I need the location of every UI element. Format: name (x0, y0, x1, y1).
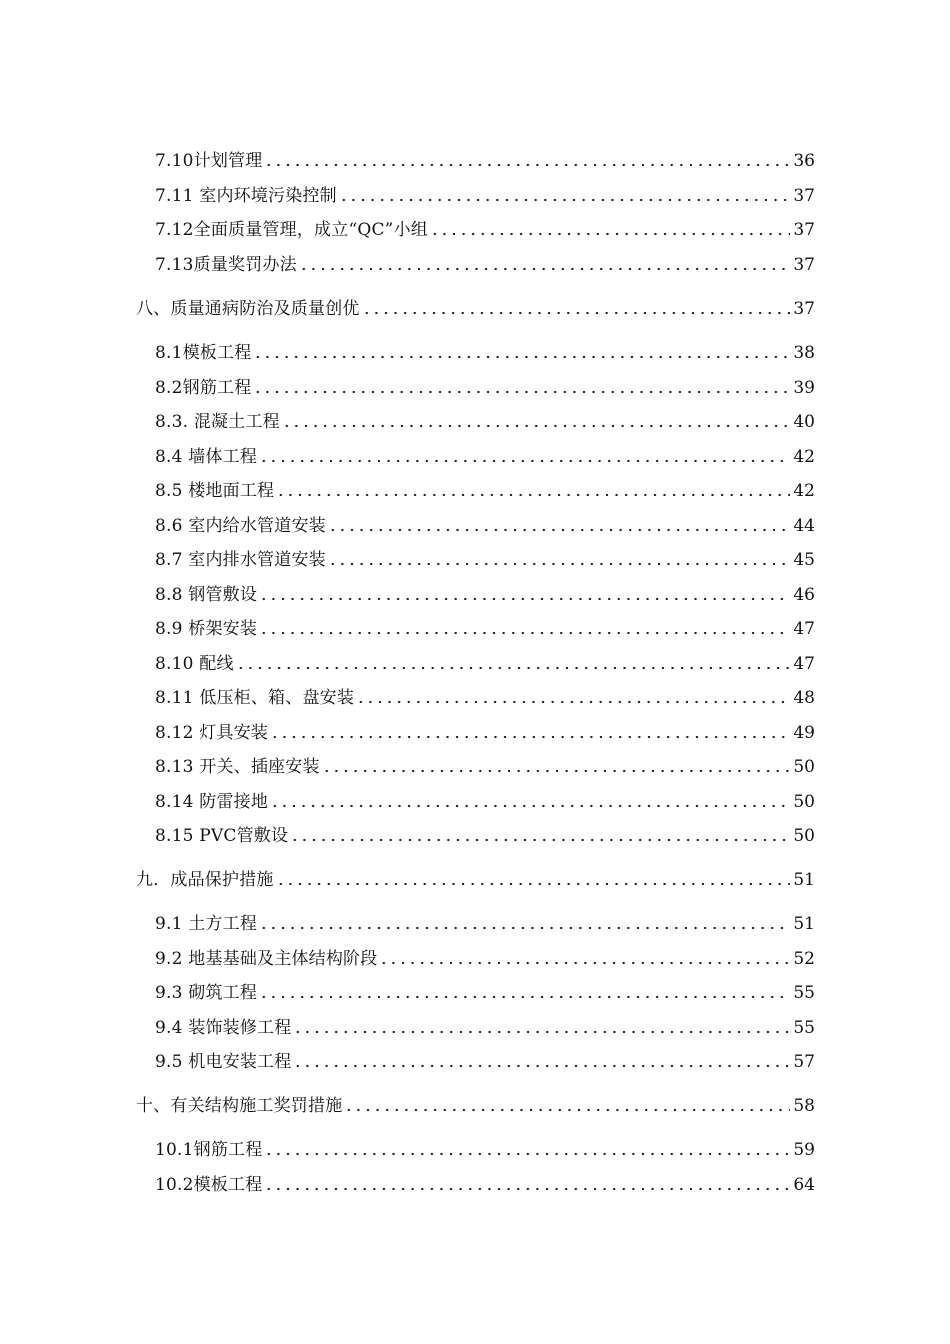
toc-entry-title: 八、质量通病防治及质量创优 (136, 299, 360, 319)
toc-entry-title: 10.2模板工程 (155, 1175, 263, 1195)
toc-entry-title: 9.3 砌筑工程 (155, 983, 258, 1003)
toc-dot-leader (356, 700, 790, 704)
toc-chapter-entry[interactable] (136, 867, 815, 891)
toc-chapter-entry[interactable] (136, 1093, 815, 1117)
toc-section-entry[interactable] (155, 1137, 815, 1161)
toc-entry-title: 9.5 机电安装工程 (155, 1052, 292, 1072)
toc-page-number: 36 (793, 151, 815, 171)
toc-entry-title: 8.12 灯具安装 (155, 723, 269, 743)
toc-page-number: 42 (793, 481, 815, 501)
toc-entry-title: 8.8 钢管敷设 (155, 585, 258, 605)
toc-entry-title: 7.11 室内环境污染控制 (155, 186, 337, 206)
toc-page-number: 44 (793, 516, 815, 536)
toc-page-number: 50 (793, 757, 815, 777)
toc-entry-title: 8.11 低压柜、箱、盘安装 (155, 688, 355, 708)
toc-page-number: 37 (793, 220, 815, 240)
toc-entry-title: 九．成品保护措施 (136, 870, 274, 890)
toc-dot-leader (276, 493, 790, 497)
toc-entry-title: 8.14 防雷接地 (155, 792, 269, 812)
toc-section-entry[interactable] (155, 1172, 815, 1196)
toc-page-number: 49 (793, 723, 815, 743)
toc-section-entry[interactable] (155, 217, 815, 241)
toc-page-number: 37 (793, 299, 815, 319)
toc-dot-leader (379, 961, 790, 965)
toc-page-number: 50 (793, 792, 815, 812)
toc-page-number: 47 (793, 654, 815, 674)
toc-section-entry[interactable] (155, 616, 815, 640)
toc-page-number: 37 (793, 186, 815, 206)
toc-dot-leader (264, 1187, 790, 1191)
toc-dot-leader (293, 1064, 790, 1068)
toc-dot-leader (430, 232, 790, 236)
toc-section-entry[interactable] (155, 685, 815, 709)
toc-dot-leader (259, 597, 790, 601)
toc-chapter-entry[interactable] (136, 296, 815, 320)
toc-page-number: 50 (793, 826, 815, 846)
toc-entry-title: 8.15 PVC管敷设 (155, 826, 289, 846)
toc-page-number: 48 (793, 688, 815, 708)
toc-section-entry[interactable] (155, 789, 815, 813)
toc-section-entry[interactable] (155, 409, 815, 433)
toc-dot-leader (339, 198, 791, 202)
toc-dot-leader (362, 311, 791, 315)
toc-dot-leader (264, 1152, 790, 1156)
toc-page-number: 37 (793, 255, 815, 275)
toc-section-entry[interactable] (155, 375, 815, 399)
toc-dot-leader (259, 459, 790, 463)
toc-entry-title: 8.6 室内给水管道安装 (155, 516, 326, 536)
toc-entry-title: 8.4 墙体工程 (155, 447, 258, 467)
toc-section-entry[interactable] (155, 720, 815, 744)
toc-dot-leader (344, 1108, 790, 1112)
toc-page-number: 59 (793, 1140, 815, 1160)
toc-entry-title: 8.3. 混凝土工程 (155, 412, 280, 432)
toc-entry-title: 7.10计划管理 (155, 151, 263, 171)
toc-section-entry[interactable] (155, 478, 815, 502)
toc-dot-leader (276, 882, 791, 886)
toc-entry-title: 十、有关结构施工奖罚措施 (136, 1096, 343, 1116)
toc-section-entry[interactable] (155, 513, 815, 537)
toc-section-entry[interactable] (155, 444, 815, 468)
toc-dot-leader (299, 267, 791, 271)
toc-page-number: 46 (793, 585, 815, 605)
toc-page-number: 51 (793, 914, 815, 934)
toc-dot-leader (236, 666, 791, 670)
toc-page-number: 51 (793, 870, 815, 890)
toc-section-entry[interactable] (155, 547, 815, 571)
toc-dot-leader (282, 424, 791, 428)
toc-page-number: 39 (793, 378, 815, 398)
toc-dot-leader (264, 163, 790, 167)
toc-page-number: 52 (793, 949, 815, 969)
toc-dot-leader (270, 804, 790, 808)
toc-entry-title: 7.12全面质量管理，成立“QC”小组 (155, 220, 428, 240)
toc-section-entry[interactable] (155, 148, 815, 172)
toc-section-entry[interactable] (155, 183, 815, 207)
toc-page-number: 58 (793, 1096, 815, 1116)
toc-section-entry[interactable] (155, 252, 815, 276)
toc-page-number: 64 (793, 1175, 815, 1195)
toc-entry-title: 8.9 桥架安装 (155, 619, 258, 639)
toc-dot-leader (259, 995, 790, 999)
toc-dot-leader (290, 838, 790, 842)
toc-section-entry[interactable] (155, 946, 815, 970)
toc-dot-leader (259, 631, 790, 635)
toc-entry-title: 8.5 楼地面工程 (155, 481, 275, 501)
toc-page-number: 55 (793, 983, 815, 1003)
toc-entry-title: 9.4 装饰装修工程 (155, 1018, 292, 1038)
toc-dot-leader (293, 1030, 790, 1034)
toc-entry-title: 9.1 土方工程 (155, 914, 258, 934)
toc-section-entry[interactable] (155, 1015, 815, 1039)
toc-page-number: 42 (793, 447, 815, 467)
toc-dot-leader (322, 769, 791, 773)
toc-dot-leader (328, 562, 791, 566)
toc-page-number: 55 (793, 1018, 815, 1038)
toc-section-entry[interactable] (155, 1049, 815, 1073)
toc-page-number: 40 (793, 412, 815, 432)
toc-dot-leader (270, 735, 790, 739)
toc-dot-leader (253, 390, 790, 394)
toc-section-entry[interactable] (155, 980, 815, 1004)
toc-dot-leader (259, 926, 790, 930)
toc-page-number: 57 (793, 1052, 815, 1072)
toc-dot-leader (253, 355, 790, 359)
toc-entry-title: 9.2 地基基础及主体结构阶段 (155, 949, 378, 969)
toc-dot-leader (328, 528, 791, 532)
toc-section-entry[interactable] (155, 911, 815, 935)
toc-entry-title: 8.13 开关、插座安装 (155, 757, 320, 777)
toc-entry-title: 10.1钢筋工程 (155, 1140, 263, 1160)
toc-entry-title: 7.13质量奖罚办法 (155, 255, 297, 275)
toc-section-entry[interactable] (155, 582, 815, 606)
toc-page-number: 45 (793, 550, 815, 570)
toc-entry-title: 8.1模板工程 (155, 343, 252, 363)
toc-section-entry[interactable] (155, 340, 815, 364)
toc-entry-title: 8.7 室内排水管道安装 (155, 550, 326, 570)
toc-page-number: 38 (793, 343, 815, 363)
toc-page-number: 47 (793, 619, 815, 639)
toc-section-entry[interactable] (155, 823, 815, 847)
toc-section-entry[interactable] (155, 754, 815, 778)
toc-entry-title: 8.10 配线 (155, 654, 234, 674)
toc-entry-title: 8.2钢筋工程 (155, 378, 252, 398)
toc-section-entry[interactable] (155, 651, 815, 675)
